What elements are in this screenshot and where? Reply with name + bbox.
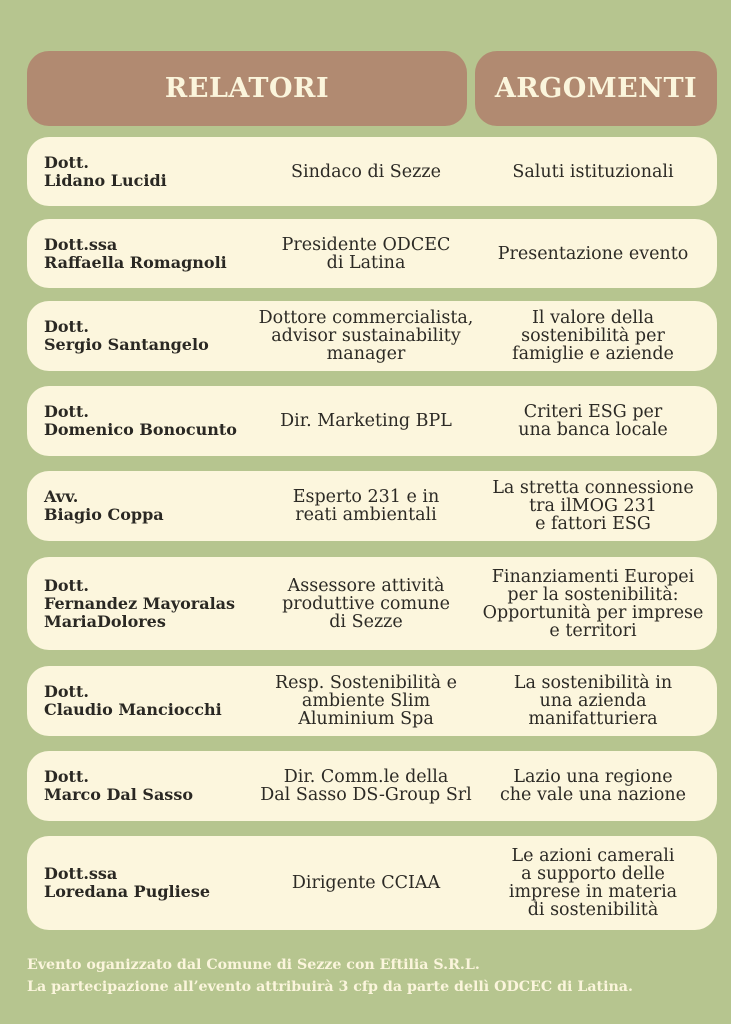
event-footer-note [27, 954, 717, 998]
speaker-row [27, 666, 717, 736]
speaker-role: Dir. Comm.le della Dal Sasso DS-Group Srl [260, 767, 472, 805]
speaker-row [27, 751, 717, 821]
speaker-row [27, 137, 717, 206]
speaker-row [27, 836, 717, 930]
speaker-topic: La stretta connessione tra ilMOG 231 e fattori ESG [492, 478, 694, 534]
speaker-role: Assessore attività produttive comune di Sezze [282, 575, 450, 632]
speaker-name: Dott. Marco Dal Sasso [44, 767, 193, 804]
speaker-row [27, 557, 717, 650]
header-relatori: RELATORI [27, 51, 467, 126]
speaker-name: Dott. Lidano Lucidi [44, 152, 167, 190]
speaker-topic: Finanziamenti Europei per la sostenibilità: Opportunità per imprese e territori [482, 566, 704, 641]
speaker-row [27, 219, 717, 288]
speaker-name: Dott. Sergio Santangelo [44, 317, 209, 354]
footer-organizer: Evento oganizzato dal Comune di Sezze con Eftilia S.R.L. [27, 957, 480, 973]
speaker-role: Sindaco di Sezze [291, 161, 441, 182]
speaker-name: Dott.ssa Loredana Pugliese [44, 864, 211, 901]
speaker-name: Dott. Claudio Manciocchi [44, 682, 222, 719]
speaker-row [27, 386, 717, 456]
speaker-role: Dottore commercialista, advisor sustainability manager [258, 308, 474, 364]
speaker-role: Resp. Sostenibilità e ambiente Slim Aluminium Spa [275, 673, 457, 729]
speaker-name: Dott.ssa Raffaella Romagnoli [44, 234, 227, 272]
speaker-role: Presidente ODCEC di Latina [281, 234, 451, 273]
speaker-row [27, 471, 717, 541]
speaker-topic: Presentazione evento [497, 243, 689, 264]
speaker-row [27, 301, 717, 371]
speaker-topic: Lazio una regione che vale una nazione [499, 767, 687, 805]
footer-credits: La partecipazione all’evento attribuirà 3 cfp da parte dellì ODCEC di Latina. [27, 979, 633, 995]
speaker-name: Dott. Fernandez Mayoralas MariaDolores [44, 575, 236, 631]
speaker-name: Avv. Biagio Coppa [44, 487, 164, 524]
speaker-name: Dott. Domenico Bonocunto [44, 402, 237, 439]
speaker-topic: Le azioni camerali a supporto delle imprese in materia di sostenibilità [508, 846, 678, 920]
speaker-topic: Criteri ESG per una banca locale [518, 402, 668, 440]
header-argomenti: ARGOMENTI [475, 51, 717, 126]
speaker-topic: La sostenibilità in una azienda manifatturiera [513, 673, 673, 729]
speaker-role: Dirigente CCIAA [291, 873, 441, 893]
speaker-topic: Il valore della sostenibilità per famiglie e aziende [512, 308, 674, 364]
speaker-role: Esperto 231 e in reati ambientali [292, 487, 440, 525]
speaker-topic: Saluti istituzionali [512, 161, 674, 182]
speaker-role: Dir. Marketing BPL [280, 411, 452, 431]
